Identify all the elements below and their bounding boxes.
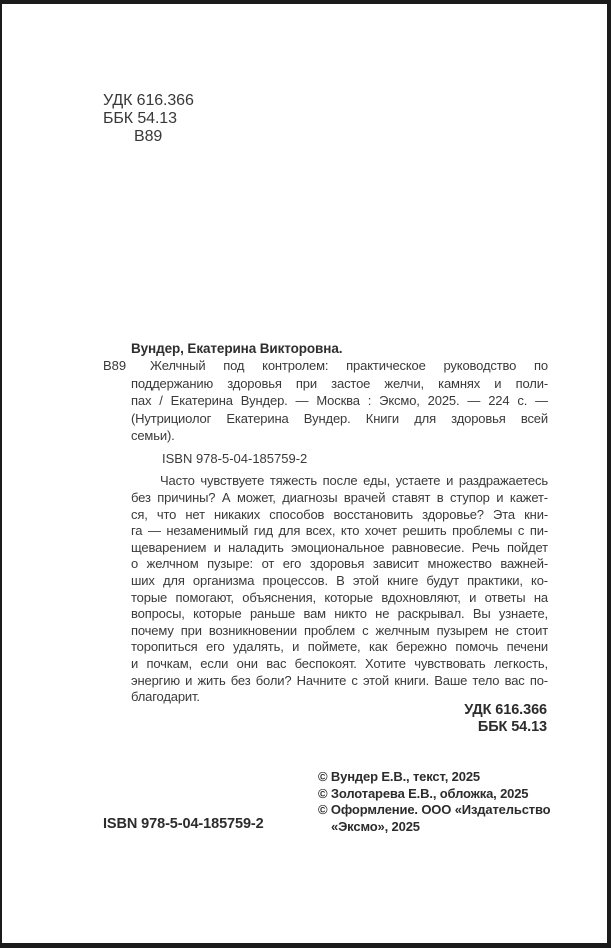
text-line: энергию и жить без боли? Начните с этой книги. Ваше тело вас по- (131, 672, 548, 688)
text-line: © Золотарева Е.В., обложка, 2025 (318, 785, 529, 801)
annotation-text (103, 473, 548, 705)
top-classification-codes (103, 92, 194, 146)
text-line: ших для организма процессов. В этой книге будут практики, ко- (131, 573, 548, 588)
text-line: и почкам, если они вас беспокоят. Хотите чувствовать легкость, (131, 655, 548, 671)
text-line: без причины? А может, диагнозы врачей ставят в ступор и кажет- (131, 490, 548, 506)
text-line: почему при возникновении проблем с желчным пузырем не стоит (131, 622, 548, 638)
isbn-number-bottom: ISBN 978-5-04-185759-2 (103, 816, 264, 832)
text-line: © Оформление. ООО «Издательство (318, 802, 551, 818)
isbn-number: ISBN 978-5-04-185759-2 (162, 451, 308, 467)
bottom-classification-codes (464, 702, 547, 735)
text-line: торопиться его удалять, и поймете, как бережно помочь печени (131, 639, 548, 655)
text-line: щеварением и наладить эмоциональное равновесие. Речь пойдет (131, 539, 548, 555)
text-line: благодарит. (131, 689, 200, 705)
udk-code-bottom: УДК 616.366 (464, 702, 547, 718)
text-line: поддержанию здоровья при застое желчи, камнях и поли- (131, 375, 548, 391)
text-line: ся, что нет никаких способов восстановить здоровье? Эта кни- (131, 506, 548, 522)
text-line: пах / Екатерина Вундер. — Москва : Эксмо, 2025. — 224 с. — (131, 393, 548, 409)
text-line: © Вундер Е.В., текст, 2025 (318, 769, 480, 784)
text-line: вопросы, которые раньше вам никто не раскрывал. Вы узнаете, (131, 606, 548, 622)
author-sign-code: В89 (134, 128, 163, 145)
udk-code: УДК 616.366 (103, 92, 194, 109)
text-line: о желчном пузыре: от его здоровья зависит множество важней- (131, 556, 548, 572)
imprint-block (103, 340, 548, 706)
text-line: «Эксмо», 2025 (331, 819, 420, 835)
bbk-code-bottom: ББК 54.13 (477, 718, 547, 735)
text-line: га — незаменимый гид для всех, кто хочет решить проблемы с пи- (131, 523, 548, 539)
text-line: Часто чувствуете тяжесть после еды, устаете и раздражаетесь (160, 473, 548, 489)
entry-code-label: В89 (103, 358, 127, 374)
text-line: Желчный под контролем: практическое руководство по (150, 358, 548, 374)
text-line: торые помогают, объяснения, которые вдохновляют, и ответы на (131, 589, 548, 605)
bibliographic-description (103, 357, 548, 444)
text-line: семьи). (131, 428, 175, 444)
copyright-block (318, 769, 568, 836)
bibliographic-entry (103, 357, 548, 444)
author-heading: Вундер, Екатерина Викторовна. (131, 341, 343, 356)
text-line: (Нутрициолог Екатерина Вундер. Книги для здоровья всей (131, 410, 548, 426)
bbk-code: ББК 54.13 (103, 110, 177, 127)
